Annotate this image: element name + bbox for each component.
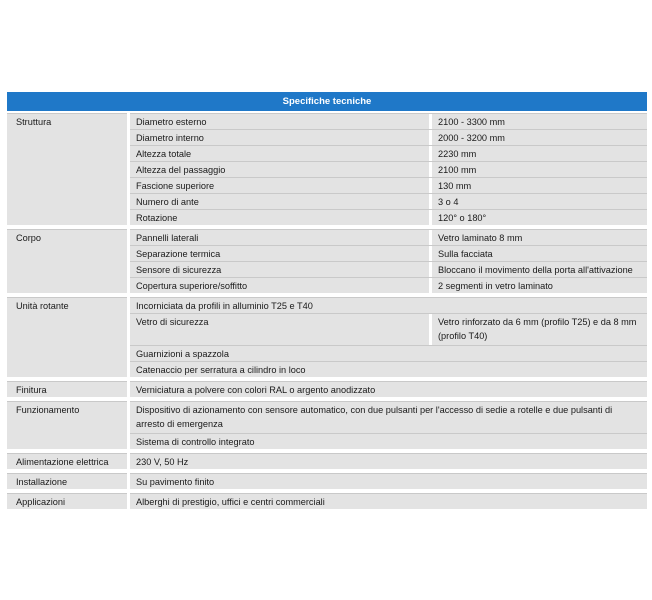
spec-label: Verniciatura a polvere con colori RAL o argento anodizzato — [130, 382, 647, 397]
spec-section — [7, 229, 647, 293]
spec-label: Altezza del passaggio — [130, 162, 429, 177]
section-category: Installazione — [7, 473, 127, 489]
spec-value: Vetro rinforzato da 6 mm (profilo T25) e da 8 mm (profilo T40) — [432, 314, 647, 345]
spec-value: Sulla facciata — [432, 246, 647, 261]
table-row — [130, 473, 647, 489]
spec-section — [7, 473, 647, 489]
table-row — [130, 345, 647, 361]
spec-label: Numero di ante — [130, 194, 429, 209]
spec-section — [7, 113, 647, 225]
section-rows — [130, 113, 647, 225]
spec-value: 2100 mm — [432, 162, 647, 177]
section-rows — [130, 381, 647, 397]
table-row — [130, 453, 647, 469]
spec-value: 120° o 180° — [432, 210, 647, 225]
spec-label: Sistema di controllo integrato — [130, 434, 647, 449]
spec-value: Vetro laminato 8 mm — [432, 230, 647, 245]
section-category: Applicazioni — [7, 493, 127, 509]
spec-value: 2230 mm — [432, 146, 647, 161]
table-row — [130, 161, 647, 177]
table-row — [130, 177, 647, 193]
spec-label: Catenaccio per serratura a cilindro in loco — [130, 362, 647, 377]
table-row — [130, 245, 647, 261]
table-row — [130, 297, 647, 313]
spec-section — [7, 453, 647, 469]
spec-label: Pannelli laterali — [130, 230, 429, 245]
spec-label: Copertura superiore/soffitto — [130, 278, 429, 293]
table-row — [130, 313, 647, 345]
section-category: Struttura — [7, 113, 127, 225]
section-category: Unità rotante — [7, 297, 127, 377]
table-row — [130, 113, 647, 129]
spec-label: Rotazione — [130, 210, 429, 225]
table-row — [130, 493, 647, 509]
spec-value: 2000 - 3200 mm — [432, 130, 647, 145]
spec-label: Diametro interno — [130, 130, 429, 145]
table-row — [130, 433, 647, 449]
table-row — [130, 361, 647, 377]
table-row — [130, 209, 647, 225]
table-row — [130, 401, 647, 433]
spec-section — [7, 401, 647, 449]
spec-label: Altezza totale — [130, 146, 429, 161]
table-row — [130, 277, 647, 293]
spec-value: 2100 - 3300 mm — [432, 114, 647, 129]
spec-label: Sensore di sicurezza — [130, 262, 429, 277]
spec-label: 230 V, 50 Hz — [130, 454, 647, 469]
spec-label: Guarnizioni a spazzola — [130, 346, 647, 361]
section-rows — [130, 297, 647, 377]
table-row — [130, 193, 647, 209]
table-row — [130, 145, 647, 161]
section-category: Funzionamento — [7, 401, 127, 449]
spec-value: 3 o 4 — [432, 194, 647, 209]
spec-label: Diametro esterno — [130, 114, 429, 129]
section-rows — [130, 401, 647, 449]
spec-label: Fascione superiore — [130, 178, 429, 193]
table-row — [130, 229, 647, 245]
section-rows — [130, 473, 647, 489]
spec-section — [7, 493, 647, 509]
table-row — [130, 129, 647, 145]
table-row — [130, 261, 647, 277]
sections-container — [7, 113, 647, 509]
spec-table — [7, 92, 647, 509]
section-category: Finitura — [7, 381, 127, 397]
table-row — [130, 381, 647, 397]
spec-label: Incorniciata da profili in alluminio T25 e T40 — [130, 298, 647, 313]
section-category: Alimentazione elettrica — [7, 453, 127, 469]
spec-value: Bloccano il movimento della porta all'attivazione — [432, 262, 647, 277]
spec-value: 130 mm — [432, 178, 647, 193]
section-rows — [130, 493, 647, 509]
spec-label: Su pavimento finito — [130, 474, 647, 489]
spec-label: Alberghi di prestigio, uffici e centri commerciali — [130, 494, 647, 509]
section-rows — [130, 453, 647, 469]
section-rows — [130, 229, 647, 293]
spec-label: Dispositivo di azionamento con sensore automatico, con due pulsanti per l'accesso di sedie a rotelle e due pulsanti di arresto di emergenza — [130, 402, 647, 433]
spec-value: 2 segmenti in vetro laminato — [432, 278, 647, 293]
spec-section — [7, 381, 647, 397]
spec-section — [7, 297, 647, 377]
section-category: Corpo — [7, 229, 127, 293]
table-header: Specifiche tecniche — [7, 92, 647, 111]
spec-label: Separazione termica — [130, 246, 429, 261]
spec-label: Vetro di sicurezza — [130, 314, 429, 345]
